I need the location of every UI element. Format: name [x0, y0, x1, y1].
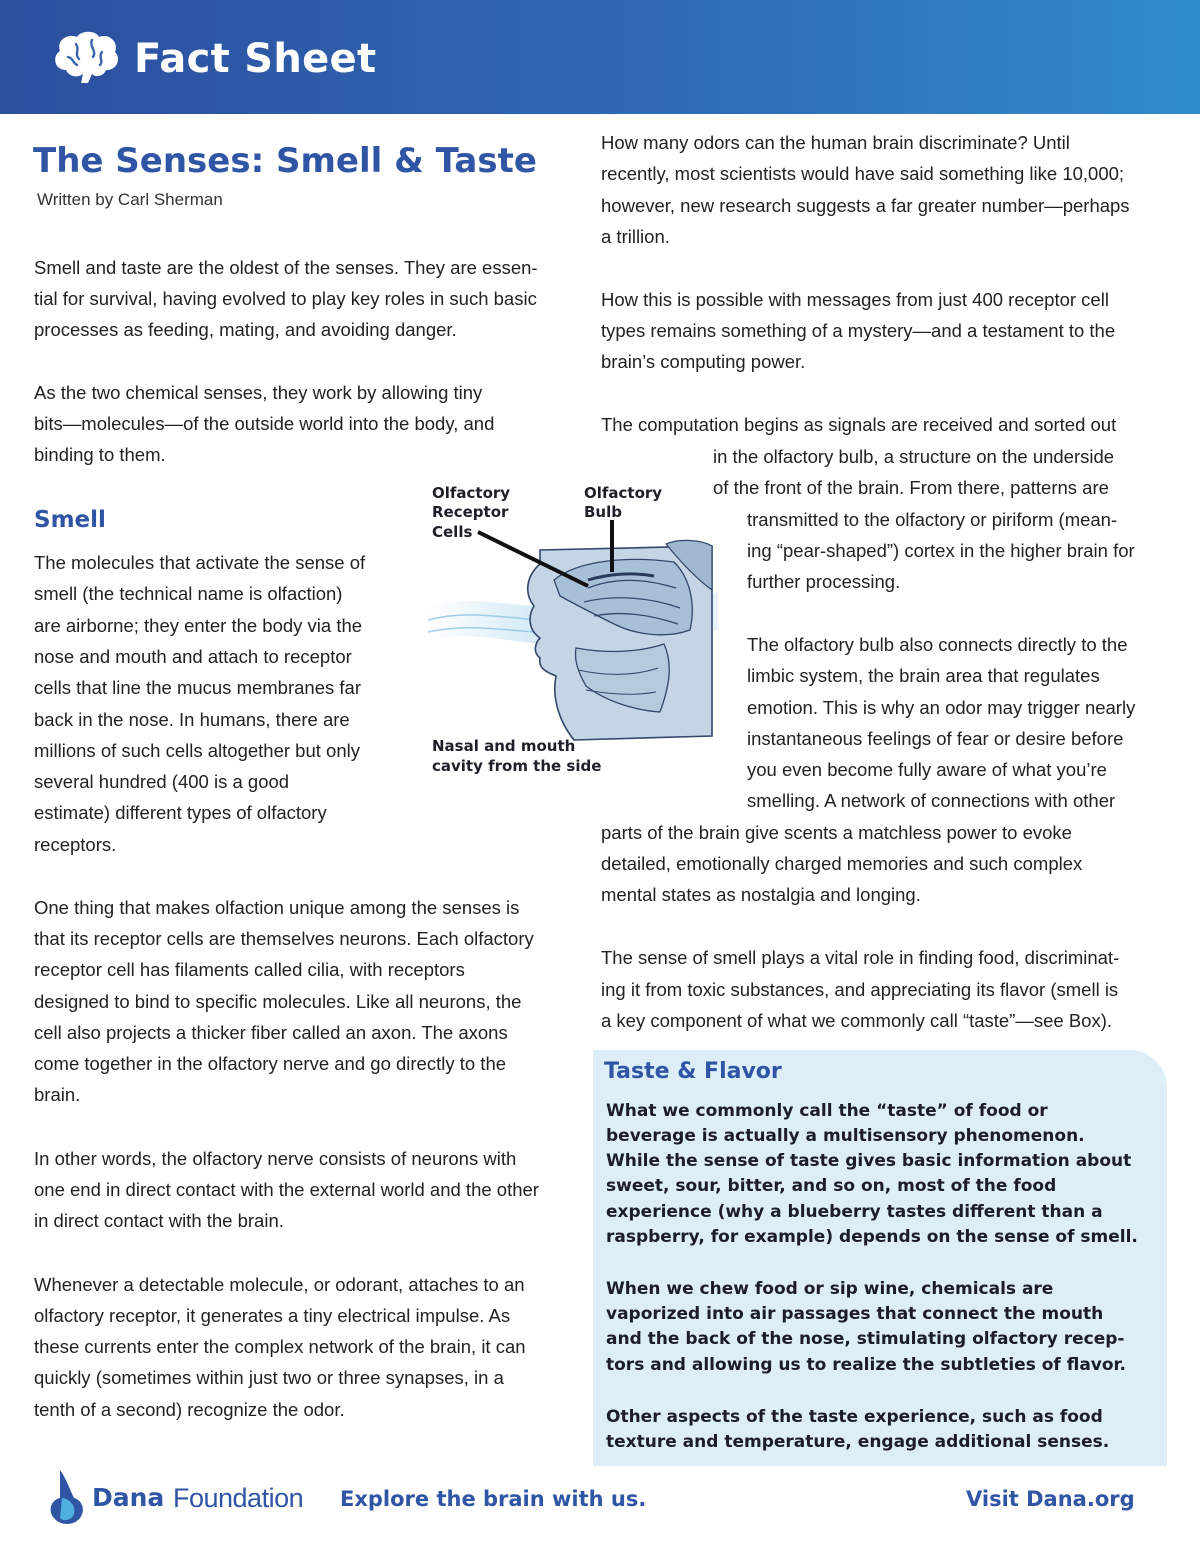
box-line: raspberry, for example) depends on the sense of smell. — [606, 1227, 1138, 1247]
box-line: tors and allowing us to realize the subtleties of flavor. — [606, 1355, 1126, 1375]
body-line: instantaneous feelings of fear or desire before — [747, 728, 1124, 749]
body-line: types remains something of a mystery—and a testament to the — [601, 320, 1116, 341]
box-line: beverage is actually a multisensory phenomenon. — [606, 1126, 1085, 1146]
box-line: Other aspects of the taste experience, such as food — [606, 1407, 1103, 1427]
body-line: a trillion. — [601, 226, 670, 247]
body-line: estimate) different types of olfactory — [34, 802, 327, 823]
body-line: olfactory receptor, it generates a tiny electrical impulse. As — [34, 1305, 511, 1326]
body-line: How this is possible with messages from just 400 receptor cell — [601, 289, 1109, 310]
body-line: however, new research suggests a far greater number—perhaps — [601, 195, 1130, 216]
body-line: come together in the olfactory nerve and go directly to the — [34, 1053, 507, 1074]
diagram-label-bulb: Olfactory — [584, 484, 663, 502]
brain-icon — [52, 30, 120, 86]
body-line: One thing that makes olfaction unique among the senses is — [34, 897, 520, 918]
body-line: Whenever a detectable molecule, or odorant, attaches to an — [34, 1274, 525, 1295]
body-line: mental states as nostalgia and longing. — [601, 884, 921, 905]
body-line: binding to them. — [34, 444, 166, 465]
body-line: The computation begins as signals are received and sorted out — [601, 414, 1117, 435]
body-line: smelling. A network of connections with other — [747, 790, 1116, 811]
body-line: In other words, the olfactory nerve consists of neurons with — [34, 1148, 517, 1169]
body-line: tial for survival, having evolved to play key roles in such basic — [34, 288, 537, 309]
body-line: receptors. — [34, 834, 117, 855]
body-line: The molecules that activate the sense of — [34, 552, 366, 573]
body-line: in the olfactory bulb, a structure on the underside — [713, 446, 1115, 467]
diagram-label-receptor: Cells — [432, 523, 473, 541]
diagram-label-receptor: Olfactory — [432, 484, 511, 502]
body-line: transmitted to the olfactory or piriform (mean- — [747, 509, 1118, 530]
body-line: ing it from toxic substances, and appreciating its flavor (smell is — [601, 979, 1119, 1000]
box-line: While the sense of taste gives basic information about — [606, 1151, 1132, 1171]
box-line: experience (why a blueberry tastes different than a — [606, 1202, 1103, 1222]
section-heading-smell: Smell — [34, 507, 106, 533]
body-line: quickly (sometimes within just two or three synapses, in a — [34, 1367, 504, 1388]
body-line: smell (the technical name is olfaction) — [34, 583, 343, 604]
body-line: brain. — [34, 1084, 81, 1105]
body-line: one end in direct contact with the external world and the other — [34, 1179, 539, 1200]
body-line: several hundred (400 is a good — [34, 771, 290, 792]
box-line: texture and temperature, engage additional senses. — [606, 1432, 1110, 1452]
box-line: vaporized into air passages that connect the mouth — [606, 1304, 1104, 1324]
body-line: parts of the brain give scents a matchless power to evoke — [601, 822, 1072, 843]
body-line: receptor cell has filaments called cilia, with receptors — [34, 959, 465, 980]
box-line: When we chew food or sip wine, chemicals are — [606, 1279, 1054, 1299]
body-line: detailed, emotionally charged memories and such complex — [601, 853, 1083, 874]
box-line: What we commonly call the “taste” of food or — [606, 1101, 1048, 1121]
header-title: Fact Sheet — [134, 36, 377, 82]
diagram-label-bulb: Bulb — [584, 503, 622, 521]
article-title: The Senses: Smell & Taste — [33, 141, 537, 181]
body-line: back in the nose. In humans, there are — [34, 709, 350, 730]
dana-logo-icon — [48, 1468, 88, 1526]
body-line: are airborne; they enter the body via the — [34, 615, 363, 636]
body-line: you even become fully aware of what you’re — [747, 759, 1107, 780]
body-line: millions of such cells altogether but only — [34, 740, 360, 761]
body-line: ing “pear-shaped”) cortex in the higher brain for — [747, 540, 1135, 561]
body-line: As the two chemical senses, they work by allowing tiny — [34, 382, 483, 403]
footer-visit-link[interactable]: Visit Dana.org — [966, 1487, 1135, 1511]
body-line: these currents enter the complex network of the brain, it can — [34, 1336, 526, 1357]
body-line: emotion. This is why an odor may trigger nearly — [747, 697, 1136, 718]
footer-brand: Dana — [92, 1483, 165, 1512]
box-line: and the back of the nose, stimulating olfactory recep- — [606, 1329, 1125, 1349]
body-line: of the front of the brain. From there, patterns are — [713, 477, 1109, 498]
body-line: cells that line the mucus membranes far — [34, 677, 361, 698]
body-line: The olfactory bulb also connects directly to the — [747, 634, 1128, 655]
body-line: cell also projects a thicker fiber called an axon. The axons — [34, 1022, 508, 1043]
diagram-caption: cavity from the side — [432, 757, 602, 775]
box-heading: Taste & Flavor — [604, 1059, 782, 1084]
body-line: How many odors can the human brain discriminate? Until — [601, 132, 1070, 153]
body-line: bits—molecules—of the outside world into the body, and — [34, 413, 495, 434]
header-banner — [0, 0, 1200, 114]
body-line: further processing. — [747, 571, 901, 592]
body-line: brain’s computing power. — [601, 351, 806, 372]
body-line: that its receptor cells are themselves neurons. Each olfactory — [34, 928, 534, 949]
body-line: a key component of what we commonly call “taste”—see Box). — [601, 1010, 1113, 1031]
footer-brand-suffix: Foundation — [173, 1483, 304, 1513]
body-line: The sense of smell plays a vital role in finding food, discriminat- — [601, 947, 1120, 968]
body-line: nose and mouth and attach to receptor — [34, 646, 352, 667]
body-line: Smell and taste are the oldest of the senses. They are essen- — [34, 257, 538, 278]
body-line: recently, most scientists would have said something like 10,000; — [601, 163, 1125, 184]
body-line: tenth of a second) recognize the odor. — [34, 1399, 345, 1420]
body-line: in direct contact with the brain. — [34, 1210, 284, 1231]
body-line: processes as feeding, mating, and avoiding danger. — [34, 319, 457, 340]
footer-tagline: Explore the brain with us. — [340, 1487, 647, 1511]
body-line: designed to bind to specific molecules. Like all neurons, the — [34, 991, 522, 1012]
body-line: limbic system, the brain area that regulates — [747, 665, 1100, 686]
article-byline: Written by Carl Sherman — [37, 190, 223, 209]
diagram-caption: Nasal and mouth — [432, 737, 576, 755]
diagram-label-receptor: Receptor — [432, 503, 509, 521]
box-line: sweet, sour, bitter, and so on, most of the food — [606, 1176, 1057, 1196]
